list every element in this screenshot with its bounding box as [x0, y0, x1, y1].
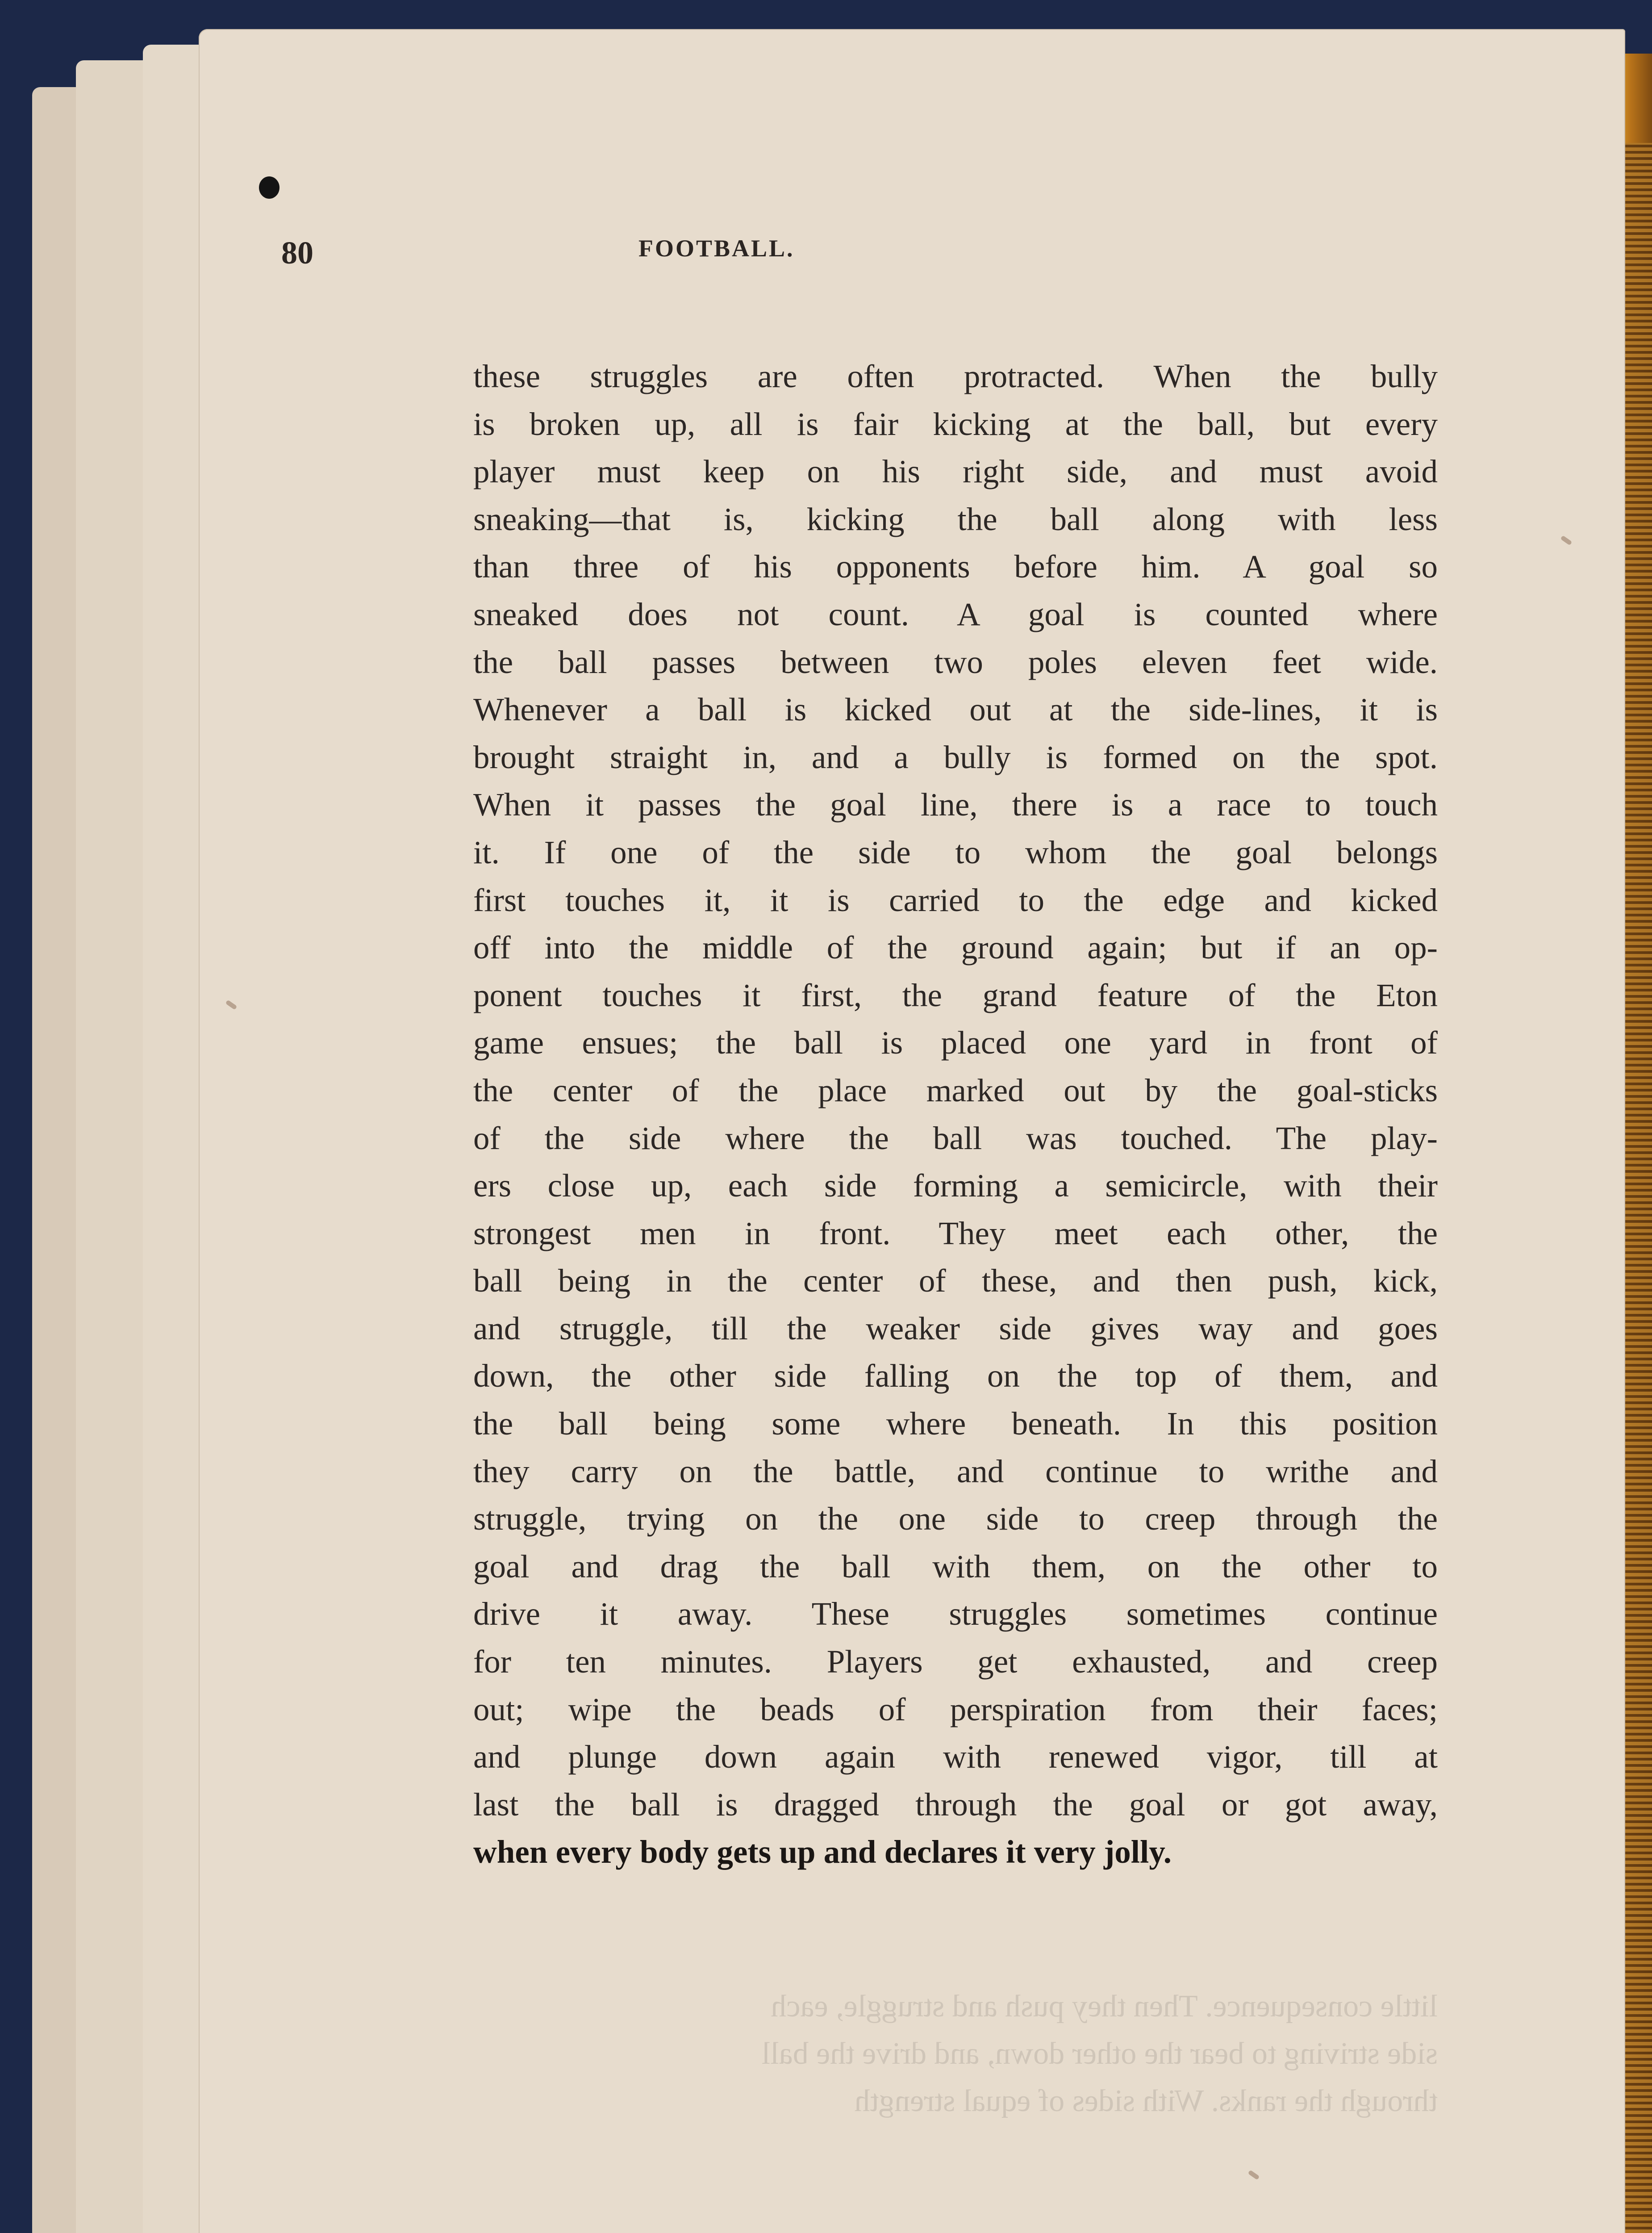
text-line: ball being in the center of these, and then push, kick, [473, 1263, 1438, 1299]
text-line: down, the other side falling on the top of them, and [473, 1358, 1438, 1394]
text-line: first touches it, it is carried to the edge and kicked [473, 882, 1438, 918]
text-line: for ten minutes. Players get exhausted, and creep [473, 1643, 1438, 1680]
text-line: Whenever a ball is kicked out at the side-lines, it is [473, 691, 1438, 728]
paper-fleck [1247, 2170, 1260, 2180]
running-title: FOOTBALL. [638, 235, 795, 262]
text-line: struggle, trying on the one side to creep through the [473, 1501, 1438, 1537]
text-line: the center of the place marked out by the goal-sticks [473, 1072, 1438, 1108]
text-line: game ensues; the ball is placed one yard in front of [473, 1025, 1438, 1061]
page-number: 80 [281, 235, 313, 271]
text-line: and plunge down again with renewed vigor, till at [473, 1739, 1438, 1775]
text-line: than three of his opponents before him. A goal so [473, 548, 1438, 585]
text-line: When it passes the goal line, there is a race to touch [473, 786, 1438, 823]
text-line: they carry on the battle, and continue to writhe and [473, 1453, 1438, 1489]
body-text [473, 353, 1438, 1876]
text-line: drive it away. These struggles sometimes continue [473, 1596, 1438, 1632]
text-line: out; wipe the beads of perspiration from their faces; [473, 1691, 1438, 1727]
paper-fleck [225, 999, 237, 1010]
text-line: brought straight in, and a bully is formed on the spot. [473, 739, 1438, 775]
text-line: the ball passes between two poles eleven feet wide. [473, 644, 1438, 680]
text-line: sneaked does not count. A goal is counted where [473, 596, 1438, 632]
text-line: is broken up, all is fair kicking at the ball, but every [473, 406, 1438, 442]
text-line: ponent touches it first, the grand feature of the Eton [473, 977, 1438, 1013]
text-line: the ball being some where beneath. In this position [473, 1405, 1438, 1442]
text-line: sneaking—that is, kicking the ball along with less [473, 501, 1438, 537]
text-line: when every body gets up and declares it very jolly. [473, 1834, 1172, 1870]
text-line: ers close up, each side forming a semicircle, with their [473, 1167, 1438, 1204]
text-line: last the ball is dragged through the goal or got away, [473, 1786, 1438, 1823]
text-line: it. If one of the side to whom the goal belongs [473, 834, 1438, 870]
bleed-through-text: little consequence. Then they push and struggle, each side striving to bear the other down, and drive the ball through the ranks. With sides of equal strength [761, 1989, 1438, 2118]
text-line: these struggles are often protracted. When the bully [473, 358, 1438, 394]
text-line: goal and drag the ball with them, on the other to [473, 1548, 1438, 1585]
text-line: and struggle, till the weaker side gives way and goes [473, 1310, 1438, 1346]
text-line: of the side where the ball was touched. The play- [473, 1120, 1438, 1156]
paper-fleck [1560, 535, 1572, 545]
text-line: player must keep on his right side, and must avoid [473, 453, 1438, 490]
binder-hole [259, 176, 280, 199]
text-line: off into the middle of the ground again; but if an op- [473, 929, 1438, 966]
text-line: strongest men in front. They meet each other, the [473, 1215, 1438, 1251]
